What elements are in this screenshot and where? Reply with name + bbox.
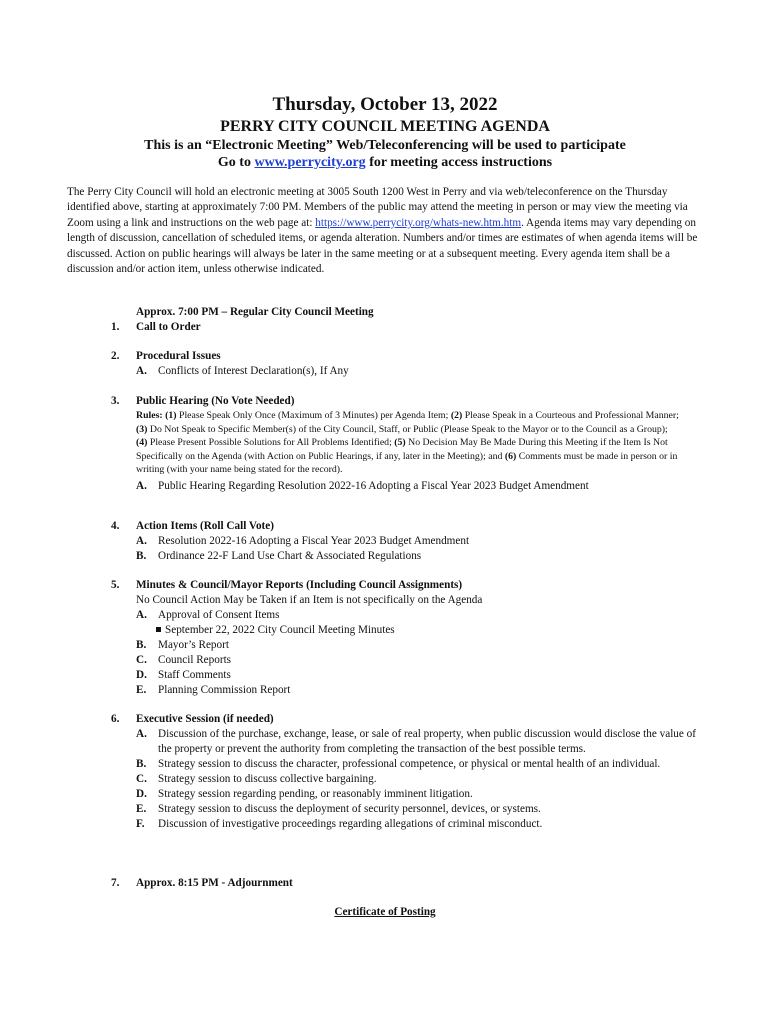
sub-item [136,653,716,668]
item-title: Action Items (Roll Call Vote) [136,520,274,532]
sub-letter: A. [136,728,147,740]
sub-text: Council Reports [158,654,232,666]
sub-text: Resolution 2022-16 Adopting a Fiscal Year 2023 Budget Amendment [158,535,470,547]
sub-item [136,787,708,802]
rules-label: Rules: [136,410,163,421]
rule-text: Please Speak Only Once (Maximum of 3 Minutes) per Agenda Item; [176,410,451,421]
sub-letter: A. [136,479,147,492]
agenda-item-procedural [136,349,716,379]
item-number: 5. [111,579,120,591]
perrycity-link[interactable]: www.perrycity.org [254,155,366,170]
sub-item [136,757,708,772]
item-number: 3. [111,395,120,407]
sub-letter: C. [136,773,147,785]
sub-item [136,683,716,698]
sub-letter: B. [136,639,147,651]
item-number: 6. [111,713,120,725]
sub-letter: A. [136,535,147,547]
item-number: 4. [111,520,120,532]
sub-letter: F. [136,818,145,830]
item-title: Procedural Issues [136,350,221,362]
item-title: Public Hearing (No Vote Needed) [136,395,295,407]
sub-item [136,608,716,623]
rule-number: (3) [136,423,148,435]
electronic-meeting-notice: This is an “Electronic Meeting” Web/Teleconferencing will be used to participate [144,138,626,153]
consent-item [136,623,716,638]
sub-letter: B. [136,758,147,770]
item-note: No Council Action May be Taken if an Item is not specifically on the Agenda [136,594,483,606]
meeting-date: Thursday, October 13, 2022 [272,94,498,115]
sub-text: Strategy session regarding pending, or reasonably imminent litigation. [158,788,473,800]
sub-item [136,802,708,817]
sub-item [136,772,708,787]
sub-item [136,817,708,832]
sub-letter: C. [136,654,147,666]
sub-letter: A. [136,609,147,621]
intro-paragraph [67,185,703,277]
item-title: Executive Session (if needed) [136,713,274,725]
sub-letter: E. [136,684,147,696]
item-number: 7. [111,877,120,889]
sub-item [136,479,716,494]
intro-text-cont: . Agenda items may vary depending on length of discussion, cancellation of scheduled items, or agenda alteration. Numbers and/or times are estimates of when agenda items will be discussed. Action on public hearings will always be later in the same meeting or at a subsequent meeting. Every agenda item shall be a discussion and/or action item, unless otherwise indicated. [67,216,698,276]
rule-number: (4) [136,437,148,448]
sub-item [136,534,716,549]
rule-text: Comments must be made in person or in writing (with your name being stated for the record). [136,450,678,475]
go-prefix: Go to [217,155,255,170]
consent-item-text: September 22, 2022 City Council Meeting Minutes [165,624,395,636]
rule-text: Please Present Possible Solutions for All Problems Identified; [147,437,395,448]
sub-letter: A. [136,365,147,377]
regular-meeting-time: Approx. 7:00 PM – Regular City Council Meeting [136,306,374,318]
sub-item [136,668,716,683]
adjournment: Approx. 8:15 PM - Adjournment [136,877,293,889]
rule-number: (2) [450,410,463,421]
agenda-item-action [136,519,716,564]
call-to-order: Call to Order [136,321,201,333]
sub-text: Discussion of the purchase, exchange, lease, or sale of real property, when public discussion would disclose the value of the property or prevent the authority from completing the transaction of the best possible terms. [158,728,696,755]
rule-text: Please Speak in a Courteous and Professional Manner; [462,410,679,421]
sub-item [136,727,708,757]
intro-text: The Perry City Council will hold an electronic meeting at 3005 South 1200 West in Perry and via web/teleconference on the Thursday identified above, starting at approximately 7:00 PM. Members of the public may attend the meeting in person or may view the meeting via Zoom using a link and instructions on the web page at: [67,186,688,229]
sub-letter: D. [136,669,147,681]
item-title: Minutes & Council/Mayor Reports (Including Council Assignments) [136,579,463,591]
agenda-item-reports [136,578,716,698]
agenda-item-public-hearing [136,394,716,494]
certificate-of-posting: Certificate of Posting [334,906,436,918]
sub-text: Public Hearing Regarding Resolution 2022-16 Adopting a Fiscal Year 2023 Budget Amendment [158,479,589,492]
sub-text: Approval of Consent Items [158,609,280,621]
go-suffix: for meeting access instructions [365,155,553,170]
bullet-icon [156,627,161,632]
sub-text: Mayor’s Report [158,639,229,651]
sub-text: Strategy session to discuss the deployment of security personnel, devices, or systems. [158,803,541,815]
rule-text: No Decision May Be Made During this Meeting if the Item Is Not Specifically on the Agenda (with Action on Public Hearings, if any, later in the Meeting); and [136,437,668,462]
sub-text: Ordinance 22-F Land Use Chart & Associated Regulations [158,550,422,562]
rule-text: Do Not Speak to Specific Member(s) of the City Council, Staff, or Public (Please Speak to the Mayor or to the Council as a Group); [147,423,668,435]
agenda-title: PERRY CITY COUNCIL MEETING AGENDA [220,118,550,135]
sub-item [136,549,716,564]
public-hearing-rules [136,409,681,477]
rule-number: (6) [504,450,517,462]
sub-text: Staff Comments [158,669,231,681]
sub-item [136,638,716,653]
sub-text: Strategy session to discuss the character, professional competence, or physical or mental health of an individual. [158,758,661,770]
sub-letter: B. [136,550,147,562]
item-number: 2. [111,350,120,362]
sub-letter: E. [136,803,147,815]
rule-number: (1) [165,410,177,421]
sub-letter: D. [136,788,147,800]
agenda-item-executive-session [136,712,708,832]
item-number: 1. [111,321,120,333]
sub-text: Strategy session to discuss collective bargaining. [158,773,377,785]
rule-number: (5) [394,437,406,448]
sub-text: Discussion of investigative proceedings regarding allegations of criminal misconduct. [158,818,543,830]
sub-text: Planning Commission Report [158,684,291,696]
sub-text: Conflicts of Interest Declaration(s), If Any [158,365,349,377]
access-instructions [0,155,770,171]
sub-item [136,364,716,379]
whats-new-link[interactable]: https://www.perrycity.org/whats-new.htm.htm [315,216,522,229]
